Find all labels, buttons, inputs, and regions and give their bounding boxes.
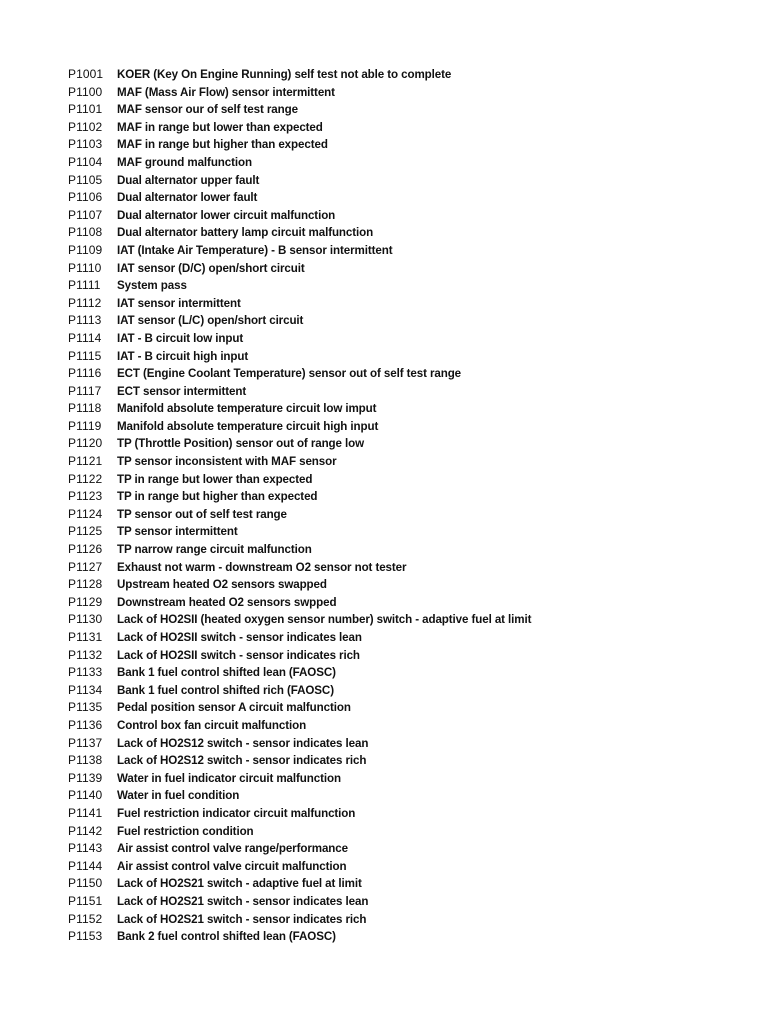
list-item (68, 383, 531, 401)
fault-code: P1152 (68, 911, 103, 926)
fault-description: Upstream heated O2 sensors swapped (117, 578, 327, 592)
list-item (68, 770, 531, 788)
fault-code: P1131 (68, 630, 103, 644)
fault-description: IAT sensor intermittent (117, 296, 241, 310)
list-item (68, 682, 531, 700)
fault-code: P1106 (68, 190, 103, 205)
list-item (68, 488, 531, 506)
fault-code: P1102 (68, 119, 103, 134)
dtc-code-list (68, 66, 531, 946)
fault-description: TP in range but higher than expected (117, 490, 318, 504)
list-item (68, 928, 531, 946)
fault-code: P1130 (68, 612, 103, 627)
list-item (68, 66, 531, 84)
fault-code: P1115 (68, 348, 102, 363)
list-item (68, 189, 531, 207)
list-item (68, 136, 531, 154)
fault-code: P1100 (68, 84, 103, 99)
fault-code: P1153 (68, 929, 103, 944)
fault-code: P1121 (68, 454, 103, 469)
fault-code: P1105 (68, 172, 103, 187)
fault-code: P1150 (68, 876, 103, 891)
list-item (68, 647, 531, 665)
list-item (68, 858, 531, 876)
fault-code: P1137 (68, 735, 103, 750)
fault-description: Lack of HO2S21 switch - adaptive fuel at limit (117, 877, 362, 891)
fault-code: P1107 (68, 207, 103, 222)
list-item (68, 840, 531, 858)
fault-description: Downstream heated O2 sensors swpped (117, 595, 337, 609)
list-item (68, 594, 531, 612)
fault-code: P1109 (68, 242, 103, 257)
fault-description: Lack of HO2S21 switch - sensor indicates lean (117, 894, 369, 908)
fault-description: Lack of HO2SII (heated oxygen sensor number) switch - adaptive fuel at limit (117, 613, 532, 627)
fault-code: P1120 (68, 436, 103, 451)
fault-code: P1151 (68, 893, 103, 908)
list-item (68, 400, 531, 418)
fault-code: P1122 (68, 471, 103, 486)
fault-code: P1139 (68, 770, 103, 785)
fault-description: IAT (Intake Air Temperature) - B sensor intermittent (117, 243, 393, 257)
list-item (68, 664, 531, 682)
list-item (68, 893, 531, 911)
fault-description: MAF in range but lower than expected (117, 120, 323, 134)
fault-description: KOER (Key On Engine Running) self test not able to complete (117, 68, 452, 81)
list-item (68, 101, 531, 119)
fault-code: P1134 (68, 682, 103, 697)
fault-description: Water in fuel indicator circuit malfunction (117, 771, 341, 785)
fault-code: P1110 (68, 260, 102, 275)
list-item (68, 418, 531, 436)
fault-description: TP in range but lower than expected (117, 472, 313, 486)
list-item (68, 365, 531, 383)
fault-description: IAT - B circuit high input (117, 349, 249, 363)
list-item (68, 559, 531, 577)
fault-description: TP sensor intermittent (117, 525, 238, 539)
fault-description: Lack of HO2S12 switch - sensor indicates lean (117, 736, 369, 750)
list-item (68, 506, 531, 524)
list-item (68, 84, 531, 102)
fault-description: Dual alternator battery lamp circuit malfunction (117, 226, 374, 240)
fault-code: P1108 (68, 225, 103, 240)
list-item (68, 348, 531, 366)
fault-code: P1117 (68, 383, 102, 398)
fault-code: P1124 (68, 506, 103, 521)
list-item (68, 541, 531, 559)
fault-description: MAF sensor our of self test range (117, 103, 298, 117)
list-item (68, 295, 531, 313)
fault-description: Lack of HO2S21 switch - sensor indicates rich (117, 912, 367, 926)
fault-code: P1111 (68, 278, 101, 293)
list-item (68, 911, 531, 929)
fault-description: Manifold absolute temperature circuit high input (117, 419, 379, 433)
fault-code: P1126 (68, 542, 103, 557)
fault-code: P1123 (68, 489, 103, 504)
fault-description: MAF (Mass Air Flow) sensor intermittent (117, 85, 335, 99)
fault-code: P1118 (68, 401, 102, 416)
list-item (68, 611, 531, 629)
fault-description: MAF ground malfunction (117, 155, 252, 169)
fault-code: P1114 (68, 330, 102, 345)
fault-code: P1138 (68, 753, 103, 768)
list-item (68, 787, 531, 805)
list-item (68, 260, 531, 278)
fault-description: ECT sensor intermittent (117, 384, 247, 398)
fault-code: P1101 (68, 102, 103, 117)
fault-description: Water in fuel condition (117, 789, 240, 803)
fault-description: Bank 1 fuel control shifted rich (FAOSC) (117, 683, 334, 697)
list-item (68, 576, 531, 594)
fault-code: P1140 (68, 788, 103, 803)
fault-description: TP (Throttle Position) sensor out of range low (117, 437, 365, 451)
fault-description: Exhaust not warm - downstream O2 sensor not tester (117, 560, 407, 574)
list-item (68, 805, 531, 823)
list-item (68, 717, 531, 735)
fault-description: Control box fan circuit malfunction (117, 718, 307, 732)
list-item (68, 453, 531, 471)
list-item (68, 471, 531, 489)
fault-code: P1143 (68, 841, 103, 856)
fault-description: IAT sensor (D/C) open/short circuit (117, 261, 305, 275)
list-item (68, 224, 531, 242)
fault-code: P1128 (68, 577, 103, 592)
fault-description: IAT sensor (L/C) open/short circuit (117, 314, 304, 328)
fault-description: Dual alternator upper fault (117, 173, 260, 187)
fault-code: P1104 (68, 154, 103, 169)
fault-description: System pass (117, 279, 187, 293)
fault-description: Lack of HO2SII switch - sensor indicates lean (117, 631, 362, 644)
fault-code: P1132 (68, 647, 103, 662)
fault-code: P1144 (68, 858, 103, 873)
fault-code: P1133 (68, 665, 103, 680)
fault-code: P1113 (68, 313, 102, 328)
fault-code: P1103 (68, 137, 103, 152)
list-item (68, 752, 531, 770)
fault-description: Pedal position sensor A circuit malfunction (117, 701, 351, 715)
fault-description: Dual alternator lower circuit malfunction (117, 208, 336, 222)
fault-code: P1142 (68, 823, 103, 838)
fault-description: TP sensor out of self test range (117, 507, 287, 521)
fault-code: P1135 (68, 700, 103, 715)
fault-description: TP narrow range circuit malfunction (117, 543, 312, 557)
fault-code: P1136 (68, 717, 103, 732)
list-item (68, 312, 531, 330)
fault-description: Manifold absolute temperature circuit low imput (117, 402, 377, 416)
list-item (68, 277, 531, 295)
list-item (68, 172, 531, 190)
fault-description: Lack of HO2S12 switch - sensor indicates rich (117, 754, 367, 768)
fault-description: Bank 2 fuel control shifted lean (FAOSC) (117, 930, 336, 944)
fault-code: P1127 (68, 559, 103, 574)
fault-description: ECT (Engine Coolant Temperature) sensor out of self test range (117, 367, 462, 381)
fault-description: Air assist control valve range/performance (117, 842, 348, 856)
list-item (68, 735, 531, 753)
fault-description: TP sensor inconsistent with MAF sensor (117, 455, 337, 469)
fault-code: P1119 (68, 418, 102, 433)
fault-code: P1112 (68, 295, 102, 310)
fault-description: Fuel restriction indicator circuit malfunction (117, 806, 356, 820)
fault-code: P1116 (68, 366, 102, 381)
fault-description: MAF in range but higher than expected (117, 138, 328, 152)
list-item (68, 435, 531, 453)
list-item (68, 154, 531, 172)
fault-code: P1141 (68, 805, 103, 820)
list-item (68, 629, 531, 647)
fault-code: P1125 (68, 524, 103, 539)
fault-description: Bank 1 fuel control shifted lean (FAOSC) (117, 666, 336, 680)
list-item (68, 523, 531, 541)
list-item (68, 119, 531, 137)
fault-description: Dual alternator lower fault (117, 191, 258, 205)
list-item (68, 699, 531, 717)
fault-code: P1001 (68, 67, 104, 81)
list-item (68, 875, 531, 893)
fault-code: P1129 (68, 594, 103, 609)
list-item (68, 330, 531, 348)
fault-description: Lack of HO2SII switch - sensor indicates rich (117, 648, 360, 662)
fault-description: Fuel restriction condition (117, 824, 254, 838)
fault-description: IAT - B circuit low input (117, 331, 244, 345)
fault-description: Air assist control valve circuit malfunction (117, 859, 347, 873)
list-item (68, 207, 531, 225)
list-item (68, 242, 531, 260)
list-item (68, 823, 531, 841)
